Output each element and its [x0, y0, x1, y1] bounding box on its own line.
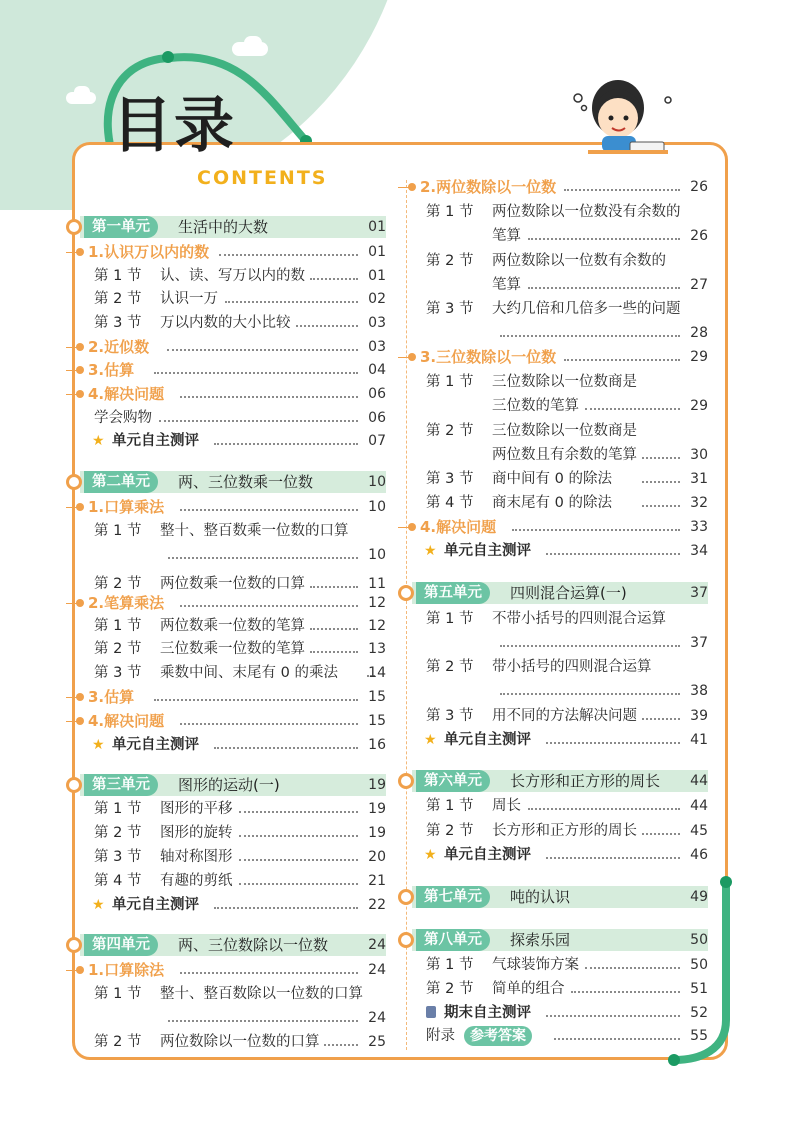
toc-row[interactable] — [80, 471, 390, 493]
toc-row[interactable] — [80, 710, 390, 732]
dot-leader — [546, 1002, 680, 1017]
toc-row[interactable] — [412, 954, 712, 976]
toc-row[interactable] — [412, 978, 712, 1000]
unit-title: 长方形和正方形的周长 — [510, 772, 661, 790]
lesson-number: 第 3 节 — [94, 849, 142, 865]
page-number: 20 — [368, 849, 386, 865]
unit-bullet-icon — [398, 889, 414, 905]
unit-title: 探索乐园 — [510, 931, 571, 949]
toc-row[interactable] — [412, 516, 712, 538]
dot-leader — [180, 592, 358, 607]
page-number: 37 — [690, 585, 708, 601]
dot-leader — [642, 468, 680, 483]
lesson-number: 第 1 节 — [94, 986, 142, 1002]
star-icon: ★ — [424, 847, 437, 863]
lesson-title: 两位数乘一位数的口算 — [160, 576, 305, 592]
lesson-number: 第 3 节 — [426, 708, 474, 724]
star-icon: ★ — [424, 732, 437, 748]
dot-leader — [239, 846, 358, 861]
unit-bullet-icon — [66, 474, 82, 490]
page-number: 02 — [368, 291, 386, 307]
lesson-title: 图形的旋转 — [160, 825, 233, 841]
toc-row[interactable] — [80, 592, 390, 614]
section-title: 1.认识万以内的数 — [88, 243, 210, 261]
section-bullet-icon — [76, 966, 84, 974]
section-title: 4.解决问题 — [88, 385, 165, 403]
unit-bullet-icon — [398, 585, 414, 601]
page-number: 03 — [368, 339, 386, 355]
dot-leader — [168, 544, 358, 559]
dot-leader — [310, 265, 358, 280]
toc-row[interactable] — [412, 540, 712, 562]
unit-tag: 第八单元 — [416, 929, 490, 951]
unit-title: 两、三位数除以一位数 — [178, 936, 329, 954]
unit-title: 吨的认识 — [510, 888, 571, 906]
page-number: 14 — [368, 665, 386, 681]
toc-row[interactable] — [412, 795, 712, 817]
lesson-title: 乘数中间、末尾有 0 的乘法 — [160, 665, 338, 681]
page-number: 31 — [690, 471, 708, 487]
section-bullet-icon — [408, 523, 416, 531]
lesson-number: 第 2 节 — [426, 253, 474, 269]
dot-leader — [564, 176, 680, 191]
toc-row[interactable] — [412, 705, 712, 727]
page-number: 01 — [368, 244, 386, 260]
dot-leader — [642, 492, 680, 507]
section-title: 1.口算除法 — [88, 961, 165, 979]
dot-leader — [564, 346, 680, 361]
toc-row[interactable] — [80, 520, 390, 563]
section-bullet-icon — [76, 693, 84, 701]
toc-row[interactable] — [412, 656, 712, 699]
page-number: 22 — [368, 897, 386, 913]
page-number: 19 — [368, 777, 386, 793]
lesson-number: 第 1 节 — [94, 268, 142, 284]
lesson-title: 商末尾有 0 的除法 — [492, 495, 612, 511]
lesson-title: 认识一万 — [160, 291, 218, 307]
section-bullet-icon — [76, 503, 84, 511]
toc-row[interactable] — [412, 886, 712, 908]
page-number: 19 — [368, 801, 386, 817]
page-number: 33 — [690, 519, 708, 535]
page-number: 44 — [690, 798, 708, 814]
lesson-title: 不带小括号的四则混合运算 — [492, 611, 666, 627]
page-number: 34 — [690, 543, 708, 559]
dot-leader — [159, 407, 358, 422]
dot-leader — [585, 954, 680, 969]
toc-row[interactable] — [412, 820, 712, 842]
lesson-title: 带小括号的四则混合运算 — [492, 659, 652, 675]
dot-leader — [642, 820, 680, 835]
page-number: 50 — [690, 957, 708, 973]
dot-leader — [554, 1025, 680, 1040]
evaluation-title: 单元自主测评 — [112, 433, 199, 449]
page-number: 41 — [690, 732, 708, 748]
unit-bullet-icon — [398, 773, 414, 789]
dot-leader — [167, 336, 358, 351]
lesson-title: 简单的组合 — [492, 981, 565, 997]
page-number: 38 — [690, 683, 708, 699]
page-number: 10 — [368, 547, 386, 563]
toc-row[interactable] — [80, 241, 390, 263]
dot-leader — [310, 573, 358, 588]
section-title: 1.口算乘法 — [88, 498, 165, 516]
lesson-number: 第 3 节 — [426, 301, 474, 317]
page-number: 15 — [368, 689, 386, 705]
page-number: 13 — [368, 641, 386, 657]
toc-row[interactable] — [412, 346, 712, 368]
toc-row[interactable] — [80, 336, 390, 358]
lesson-title: 认、读、写万以内的数 — [160, 268, 305, 284]
page-number: 25 — [368, 1034, 386, 1050]
lesson-title-line2: 笔算 — [492, 277, 521, 293]
toc-row[interactable] — [80, 407, 390, 429]
dot-leader — [239, 822, 358, 837]
star-icon: ★ — [424, 543, 437, 559]
star-icon: ★ — [92, 737, 105, 753]
page-number: 28 — [690, 325, 708, 341]
dot-leader — [642, 705, 680, 720]
toc-row[interactable] — [412, 298, 712, 341]
page-number: 26 — [690, 228, 708, 244]
lesson-number: 第 4 节 — [94, 873, 142, 889]
page-number: 03 — [368, 315, 386, 331]
unit-title: 生活中的大数 — [178, 218, 269, 236]
dot-leader — [528, 795, 680, 810]
toc-row[interactable] — [80, 615, 390, 637]
toc-row[interactable] — [80, 265, 390, 287]
lesson-title: 长方形和正方形的周长 — [492, 823, 637, 839]
page-number: 51 — [690, 981, 708, 997]
dot-leader — [546, 844, 680, 859]
unit-tag: 第七单元 — [416, 886, 490, 908]
page-number: 39 — [690, 708, 708, 724]
toc-row[interactable] — [80, 870, 390, 892]
unit-tag: 第六单元 — [416, 770, 490, 792]
section-title: 2.近似数 — [88, 338, 150, 356]
page-number: 29 — [690, 398, 708, 414]
section-title: 3.三位数除以一位数 — [420, 348, 557, 366]
unit-bullet-icon — [66, 219, 82, 235]
page-number: 30 — [690, 447, 708, 463]
lesson-title: 两位数乘一位数的笔算 — [160, 618, 305, 634]
toc-row[interactable] — [412, 201, 712, 244]
toc-row[interactable] — [412, 371, 712, 414]
lesson-title: 两位数除以一位数的口算 — [160, 1034, 320, 1050]
page-number: 45 — [690, 823, 708, 839]
lesson-title: 图形的平移 — [160, 801, 233, 817]
page-number: 10 — [368, 499, 386, 515]
lesson-title: 两位数除以一位数有余数的 — [492, 253, 666, 269]
lesson-number: 第 2 节 — [426, 423, 474, 439]
boy-reading-illustration — [568, 70, 680, 160]
section-title: 3.估算 — [88, 688, 135, 706]
unit-title: 图形的运动(一) — [178, 776, 280, 794]
section-title: 4.解决问题 — [420, 518, 497, 536]
answer-tag: 参考答案 — [464, 1026, 532, 1046]
unit-title: 四则混合运算(一) — [510, 584, 627, 602]
unit-title: 两、三位数乘一位数 — [178, 473, 314, 491]
lesson-title: 周长 — [492, 798, 521, 814]
page-number: 16 — [368, 737, 386, 753]
dot-leader — [214, 734, 358, 749]
toc-row[interactable] — [412, 1025, 712, 1047]
lesson-number: 第 2 节 — [94, 825, 142, 841]
toc-row[interactable] — [80, 774, 390, 796]
page-number: 11 — [368, 576, 386, 592]
toc-row[interactable] — [80, 894, 390, 916]
dot-leader — [310, 638, 358, 653]
page-number: 29 — [690, 349, 708, 365]
page-number: 12 — [368, 618, 386, 634]
lesson-title: 整十、整百数除以一位数的口算 — [160, 986, 363, 1002]
toc-row[interactable] — [412, 929, 712, 951]
lesson-number: 第 1 节 — [426, 374, 474, 390]
page-number: 32 — [690, 495, 708, 511]
appendix-label: 附录 — [426, 1028, 455, 1044]
dot-leader — [546, 729, 680, 744]
dot-leader — [546, 540, 680, 555]
unit-bullet-icon — [398, 932, 414, 948]
page-number: 37 — [690, 635, 708, 651]
page-subtitle: CONTENTS — [197, 167, 328, 189]
lesson-title: 万以内数的大小比较 — [160, 315, 291, 331]
page-number: 24 — [368, 962, 386, 978]
section-bullet-icon — [408, 353, 416, 361]
evaluation-title: 单元自主测评 — [444, 732, 531, 748]
section-bullet-icon — [76, 248, 84, 256]
lesson-title-line2: 两位数且有余数的笔算 — [492, 447, 637, 463]
page-number: 06 — [368, 410, 386, 426]
evaluation-title: 单元自主测评 — [444, 543, 531, 559]
page-number: 07 — [368, 433, 386, 449]
dot-leader — [180, 959, 358, 974]
toc-row[interactable] — [80, 959, 390, 981]
lesson-title-line2: 笔算 — [492, 228, 521, 244]
lesson-number: 第 1 节 — [426, 204, 474, 220]
section-bullet-icon — [76, 390, 84, 398]
unit-bullet-icon — [66, 777, 82, 793]
book-icon — [426, 1006, 436, 1018]
lesson-number: 第 2 节 — [94, 576, 142, 592]
page-number: 12 — [368, 595, 386, 611]
section-title: 2.两位数除以一位数 — [420, 178, 557, 196]
unit-tag: 第四单元 — [84, 934, 158, 956]
dot-leader — [324, 1031, 358, 1046]
lesson-title: 三位数乘一位数的笔算 — [160, 641, 305, 657]
toc-row[interactable] — [412, 250, 712, 293]
section-title: 2.笔算乘法 — [88, 594, 165, 612]
dot-leader — [180, 496, 358, 511]
page-number: 15 — [368, 713, 386, 729]
lesson-number: 第 2 节 — [426, 823, 474, 839]
lesson-number: 第 3 节 — [94, 315, 142, 331]
lesson-number: 第 2 节 — [94, 1034, 142, 1050]
page-number: 06 — [368, 386, 386, 402]
toc-row[interactable] — [80, 216, 390, 238]
unit-tag: 第三单元 — [84, 774, 158, 796]
page-number: 24 — [368, 1010, 386, 1026]
lesson-number: 第 3 节 — [426, 471, 474, 487]
page-number: 52 — [690, 1005, 708, 1021]
toc-row[interactable] — [412, 420, 712, 463]
toc-row[interactable] — [80, 496, 390, 518]
section-title: 4.解决问题 — [88, 712, 165, 730]
lesson-number: 第 3 节 — [94, 665, 142, 681]
lesson-number: 第 1 节 — [426, 798, 474, 814]
lesson-number: 第 2 节 — [94, 291, 142, 307]
dot-leader — [500, 322, 680, 337]
evaluation-title: 期末自主测评 — [444, 1005, 531, 1021]
lesson-title: 学会购物 — [94, 410, 152, 426]
dot-leader — [310, 615, 358, 630]
page-number: 49 — [690, 889, 708, 905]
dot-leader — [512, 516, 680, 531]
toc-row[interactable] — [80, 934, 390, 956]
toc-row[interactable] — [80, 734, 390, 756]
unit-bullet-icon — [66, 937, 82, 953]
section-title: 3.估算 — [88, 361, 135, 379]
dot-leader — [154, 686, 358, 701]
toc-row[interactable] — [80, 798, 390, 820]
unit-tag: 第五单元 — [416, 582, 490, 604]
page-number: 26 — [690, 179, 708, 195]
dot-leader — [214, 894, 358, 909]
lesson-number: 第 1 节 — [426, 957, 474, 973]
lesson-number: 第 1 节 — [94, 618, 142, 634]
toc-row[interactable] — [412, 492, 712, 514]
toc-row[interactable] — [412, 729, 712, 751]
toc-row[interactable] — [412, 844, 712, 866]
page-number: 27 — [690, 277, 708, 293]
dot-leader — [239, 870, 358, 885]
toc-row[interactable] — [80, 288, 390, 310]
toc-row[interactable] — [80, 1031, 390, 1053]
section-bullet-icon — [408, 183, 416, 191]
section-bullet-icon — [76, 343, 84, 351]
lesson-title: 三位数除以一位数商是 — [492, 374, 637, 390]
page-number: 10 — [368, 474, 386, 490]
star-icon: ★ — [92, 897, 105, 913]
lesson-number: 第 4 节 — [426, 495, 474, 511]
page-title: 目录 — [112, 91, 236, 161]
lesson-number: 第 2 节 — [426, 659, 474, 675]
lesson-title: 三位数除以一位数商是 — [492, 423, 637, 439]
evaluation-title: 单元自主测评 — [112, 897, 199, 913]
dot-leader — [585, 395, 680, 410]
star-icon: ★ — [92, 433, 105, 449]
dot-leader — [180, 383, 358, 398]
dot-leader — [528, 225, 680, 240]
dot-leader — [154, 359, 358, 374]
toc-row[interactable] — [412, 468, 712, 490]
lesson-number: 第 1 节 — [94, 801, 142, 817]
dot-leader — [528, 274, 680, 289]
lesson-number: 第 1 节 — [426, 611, 474, 627]
lesson-number: 第 2 节 — [426, 981, 474, 997]
toc-row[interactable] — [80, 822, 390, 844]
section-bullet-icon — [76, 717, 84, 725]
page-number: 19 — [368, 825, 386, 841]
toc-row[interactable] — [412, 608, 712, 651]
lesson-title: 大约几倍和几倍多一些的问题 — [492, 301, 681, 317]
lesson-title: 气球装饰方案 — [492, 957, 579, 973]
dot-leader — [225, 288, 358, 303]
dot-leader — [571, 978, 680, 993]
column-divider — [406, 180, 407, 1050]
dot-leader — [214, 430, 358, 445]
dot-leader — [500, 680, 680, 695]
toc-row[interactable] — [80, 686, 390, 708]
section-bullet-icon — [76, 599, 84, 607]
dot-leader — [219, 241, 358, 256]
page-number: 04 — [368, 362, 386, 378]
lesson-title: 商中间有 0 的除法 — [492, 471, 612, 487]
toc-row[interactable] — [80, 430, 390, 452]
page-number: 01 — [368, 268, 386, 284]
page-number: 50 — [690, 932, 708, 948]
toc-row[interactable] — [80, 359, 390, 381]
toc-row[interactable] — [80, 383, 390, 405]
lesson-title: 用不同的方法解决问题 — [492, 708, 637, 724]
lesson-title-line2: 三位数的笔算 — [492, 398, 579, 414]
dot-leader — [180, 710, 358, 725]
lesson-title: 有趣的剪纸 — [160, 873, 233, 889]
page-number: 21 — [368, 873, 386, 889]
toc-row[interactable] — [80, 638, 390, 660]
page-number: 24 — [368, 937, 386, 953]
toc-row[interactable] — [80, 983, 390, 1026]
toc-row[interactable] — [80, 662, 390, 684]
section-bullet-icon — [76, 366, 84, 374]
lesson-title: 整十、整百数乘一位数的口算 — [160, 523, 349, 539]
dot-leader — [500, 632, 680, 647]
dot-leader — [642, 444, 680, 459]
toc-row[interactable] — [412, 770, 712, 792]
page-number: 01 — [368, 219, 386, 235]
page-number: 55 — [690, 1028, 708, 1044]
toc-row[interactable] — [412, 1002, 712, 1024]
page-number: 46 — [690, 847, 708, 863]
dot-leader — [239, 798, 358, 813]
lesson-title: 轴对称图形 — [160, 849, 233, 865]
evaluation-title: 单元自主测评 — [444, 847, 531, 863]
lesson-title: 两位数除以一位数没有余数的 — [492, 204, 681, 220]
toc-row[interactable] — [412, 176, 712, 198]
toc-row[interactable] — [80, 846, 390, 868]
lesson-number: 第 2 节 — [94, 641, 142, 657]
toc-row[interactable] — [412, 582, 712, 604]
page-number: 44 — [690, 773, 708, 789]
evaluation-title: 单元自主测评 — [112, 737, 199, 753]
toc-row[interactable] — [80, 312, 390, 334]
dot-leader — [296, 312, 358, 327]
unit-tag: 第一单元 — [84, 216, 158, 238]
unit-tag: 第二单元 — [84, 471, 158, 493]
dot-leader — [168, 1007, 358, 1022]
lesson-number: 第 1 节 — [94, 523, 142, 539]
